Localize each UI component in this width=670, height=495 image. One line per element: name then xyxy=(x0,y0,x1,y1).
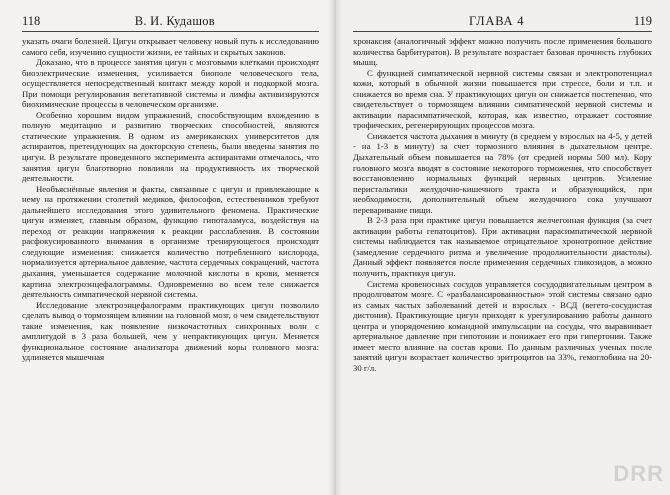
left-paragraph: Особенно хорошим видом упражнений, способствующим вхождению в полную медитацию и развитию творческих способностей, являются статические упражнения. В одном из американских университетов для аспирантов, претендующих на докторскую степень, были введены занятия по цигун. В результате проведенного эксперимента аспирантами отмечалось, что занятия цигун благотворно повлияли на продуктивность их творческой деятельности. xyxy=(22,109,319,184)
right-page-number: 119 xyxy=(633,14,652,28)
left-paragraph: Доказано, что в процессе занятия цигун с мозговыми клетками происходят биоэлектрические изменения, усиливается биополе человеческого тела, осуществляется непосредственный контакт между корой и подкоркой мозга. При помощи регулирования вегетативной системы и лимфы активизируются биохимические процессы в человеческом организме. xyxy=(22,57,319,110)
right-page xyxy=(335,0,670,495)
right-running-head: ГЛАВА 4 xyxy=(469,14,525,28)
right-paragraph: С функцией симпатической нервной системы связан и электропотенциал кожи, который в обычной жизни повышается при стрессе, боли и т.п. и снижается во время сна. У практикующих цигун он снижается постепенно, что свидетельствует о тормозящем влиянии симпатической нервной системы и активации парасимпатической, которая, как известно, отражает состояние трофических, регенерирующих процессов мозга. xyxy=(353,67,652,131)
right-page-body xyxy=(353,36,652,374)
right-paragraph: Снижается частота дыхания в минуту (в среднем у взрослых на 4-5, у детей - на 1-3 в минуту) за счет тормозного влияния в дыхательном центре. Дыхательный объем повышается на 78% (от средней нормы 500 мл). Кору головного мозга вводят в состояние некоторого торможения, что способствует восстановлению нормальных функций нервных центров. Усиление перистальтики желудочно-кишечного тракта и образующийся, при необходимости, дополнительный объем желудочного сока улучшают переваривание пищи. xyxy=(353,130,652,215)
left-paragraph: указать очаги болезней. Цигун открывает человеку новый путь к исследованию самого себя, изучению сущности жизни, ее тайных и скрытых законов. xyxy=(22,36,319,57)
left-page-body xyxy=(22,36,319,363)
right-page-header xyxy=(353,14,652,32)
left-paragraph: Необъяснённые явления и факты, связанные с цигун и привлекающие к нему на протяжении столетий медиков, философов, естественников требуют дальнейшего исследования этого удивительного феномена. Практические цигун изменяет, главным образом, функцию гипоталамуса, воздействуя на переход от реакции напряжения к реакции расслабления. В состоянии расфокусированного внимания в организме тренирующегося происходят следующие изменения: снижается количество потребленного кислорода, нормализуется артериальное давление, частота сердечных сокращений, частота дыхания, уменьшается содержание молочной кислоты в крови, меняется картина электроэнцефалограммы. Одновременно во всем теле снижается деятельность симпатической нервной системы. xyxy=(22,183,319,300)
left-page-number: 118 xyxy=(22,14,41,28)
left-paragraph: Исследование электроэнцефалограмм практикующих цигун позволило сделать вывод о тормозящем влиянии на головной мозг, о чем свидетельствуют такие изменения, как появление низкочастотных синхронных волн с амплитудой в 3 раза большей, чем у непрактикующих цигун. Меняется функциональное состояние анализатора движений коры головного мозга: удлиняется мышечная xyxy=(22,299,319,363)
right-paragraph: хронаксия (аналогичный эффект можно получить после применения большого количества барбитуратов). В результате возрастает базовая прочность глубоких мышц. xyxy=(353,36,652,68)
right-paragraph: Система кровеносных сосудов управляется сосудодвигательным центром в продолговатом мозге. С «разбалансированностью» этой системы связано одно из самых частых заболеваний детей и взрослых - ВСД (вегето-сосудистая дистония). Практикующие цигун приходят к урегулированию работы данного центра и упорядочению командной импульсации на сосуды, что выравнивает артериальное давление при гипотонии и понижает его при гипертонии. Также имеет место влияние на состав крови. По данным различных ученых после занятий цигун возрастает количество эритроцитов на 33%, гемоглобина на 20-30 г/л. xyxy=(353,278,652,373)
left-running-head: В. И. Кудашов xyxy=(134,14,215,28)
right-paragraph: В 2-3 раза при практике цигун повышается желчегонная функция (за счет активации работы гепатоцитов). При активации парасимпатической нервной системы наблюдается так называемое отрицательное хронотропное действие (замедление сердечного ритма и увеличение продолжительности диастолы). Данный эффект появляется после применения сердечных гликозидов, а можно получить, практикуя цигун. xyxy=(353,215,652,279)
left-page-header xyxy=(22,14,319,32)
watermark-logo: DRR xyxy=(613,461,664,486)
